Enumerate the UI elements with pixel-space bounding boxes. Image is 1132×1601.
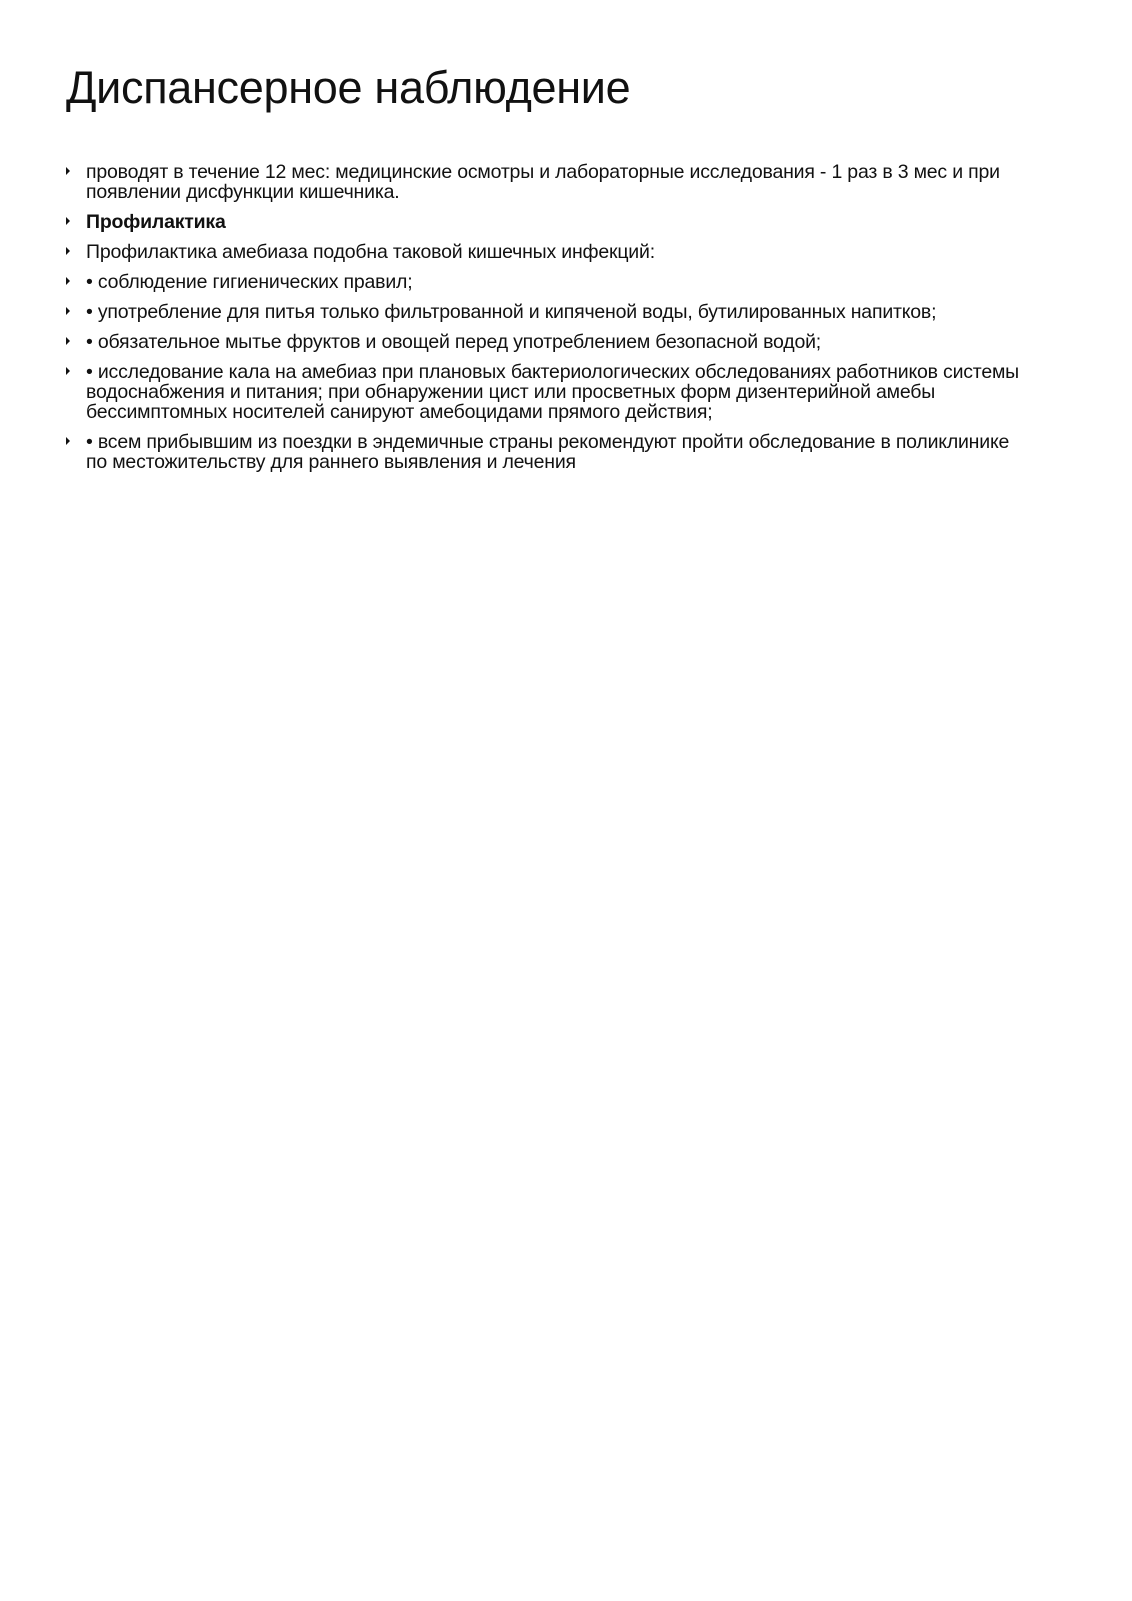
list-item-text: • всем прибывшим из поездки в эндемичные страны рекомендуют пройти обследование в поликлинике по местожительству для раннего выявления и лечения <box>86 431 1010 473</box>
bullet-list <box>66 162 1026 482</box>
bullet-marker-icon <box>66 337 70 345</box>
list-item-text: • исследование кала на амебиаз при плановых бактериологических обследованиях работников системы водоснабжения и питания; при обнаружении цист или просветных форм дизентерийной амебы бессимптомных носителей санируют амебоцидами прямого действия; <box>86 361 1019 423</box>
bullet-marker-icon <box>66 367 70 375</box>
bullet-marker-icon <box>66 167 70 175</box>
list-item-text: • соблюдение гигиенических правил; <box>86 271 413 293</box>
list-item <box>66 272 1026 292</box>
bullet-marker-icon <box>66 217 70 225</box>
page-title: Диспансерное наблюдение <box>66 62 631 113</box>
list-item-text: проводят в течение 12 мес: медицинские осмотры и лабораторные исследования - 1 раз в 3 мес и при появлении дисфункции кишечника. <box>86 161 1000 203</box>
list-item-text: Профилактика амебиаза подобна таковой кишечных инфекций: <box>86 241 655 263</box>
bullet-marker-icon <box>66 277 70 285</box>
list-item <box>66 332 1026 352</box>
list-item <box>66 302 1026 322</box>
list-item <box>66 432 1026 472</box>
list-item-text: • обязательное мытье фруктов и овощей перед употреблением безопасной водой; <box>86 331 822 353</box>
list-item <box>66 242 1026 262</box>
list-item <box>66 162 1026 202</box>
list-item-heading <box>66 212 1026 232</box>
list-item <box>66 362 1026 422</box>
list-item-text: • употребление для питья только фильтрованной и кипяченой воды, бутилированных напитков; <box>86 301 937 323</box>
list-item-text: Профилактика <box>86 211 226 233</box>
bullet-marker-icon <box>66 247 70 255</box>
bullet-marker-icon <box>66 437 70 445</box>
bullet-marker-icon <box>66 307 70 315</box>
